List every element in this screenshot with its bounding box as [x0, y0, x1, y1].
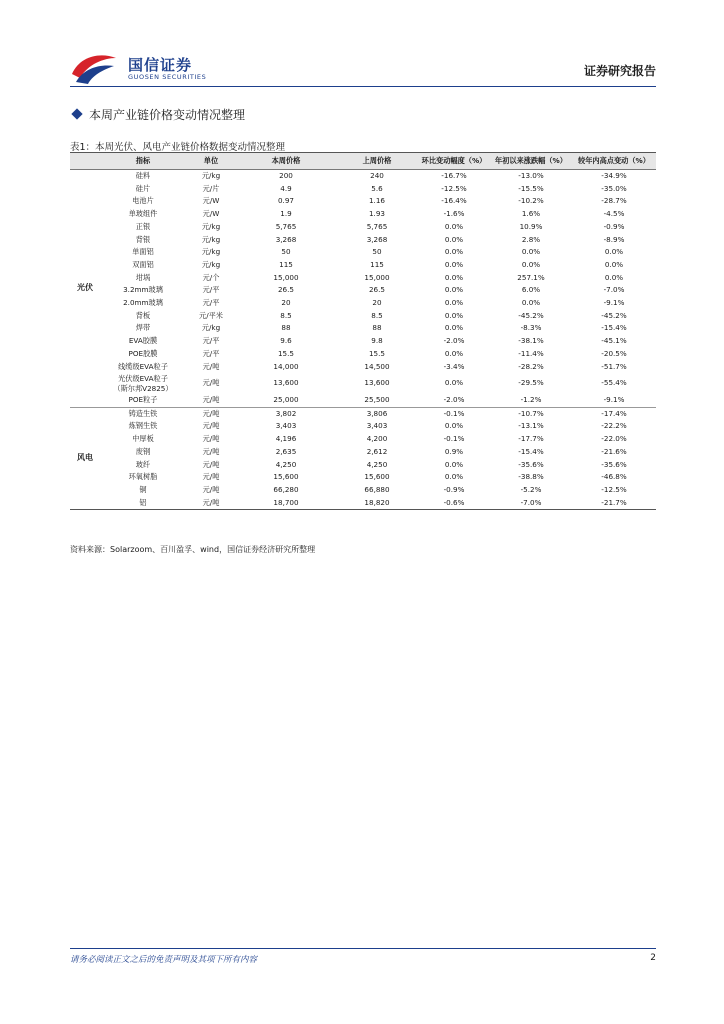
value-cell: -21.6%: [601, 446, 627, 456]
value-cell: 0.0%: [521, 259, 541, 269]
table-row: [70, 348, 656, 361]
value-cell: -15.5%: [518, 183, 544, 193]
value-cell: 3,802: [236, 407, 336, 420]
value-cell: 2,612: [366, 446, 388, 456]
value-cell: 9.6: [280, 336, 292, 346]
table-row: [70, 484, 656, 497]
company-name-cn: 国信证券: [128, 56, 193, 74]
value-cell: -15.4%: [601, 323, 627, 333]
indicator-cell: 光伏级EVA粒子 （斯尔邦V2825）: [113, 374, 173, 393]
value-cell: 0.0%: [444, 234, 464, 244]
value-cell: 1.6%: [521, 209, 541, 219]
indicator-cell: 铜: [139, 484, 147, 494]
section-title: [70, 106, 245, 123]
value-cell: -11.4%: [518, 348, 544, 358]
value-cell: 14,500: [364, 361, 390, 371]
value-cell: 元/吨: [202, 378, 220, 388]
value-cell: 元/kg: [201, 323, 221, 333]
value-cell: 元/吨: [202, 395, 220, 405]
indicator-cell: 废钢: [135, 446, 151, 456]
value-cell: 8.5: [371, 310, 383, 320]
page-number: 2: [650, 953, 656, 963]
indicator-cell: 玻纤: [135, 459, 151, 469]
indicator-cell: 线缆级EVA粒子: [118, 361, 168, 371]
value-cell: 6.0%: [521, 285, 541, 295]
value-cell: 0.0%: [444, 459, 464, 469]
value-cell: -22.2%: [601, 421, 627, 431]
value-cell: -55.4%: [601, 378, 627, 388]
value-cell: 0.0%: [444, 378, 464, 388]
indicator-cell: 焊带: [135, 323, 151, 333]
value-cell: 元/吨: [202, 421, 220, 431]
header-from-high-change: 较年内高点变动（%）: [572, 153, 656, 170]
value-cell: 元/吨: [202, 446, 220, 456]
value-cell: 26.5: [277, 285, 294, 295]
table-row: [70, 208, 656, 221]
table-row: [70, 297, 656, 310]
value-cell: -28.2%: [518, 361, 544, 371]
value-cell: -0.1%: [418, 407, 490, 420]
value-cell: 0.97: [277, 196, 294, 206]
value-cell: -21.7%: [601, 497, 627, 507]
value-cell: 2.8%: [521, 234, 541, 244]
table-row: [70, 471, 656, 484]
value-cell: -15.4%: [518, 446, 544, 456]
section-title-text: 本周产业链价格变动情况整理: [89, 108, 246, 122]
value-cell: -9.1%: [603, 395, 625, 405]
value-cell: 18,700: [273, 497, 299, 507]
value-cell: 元/kg: [201, 234, 221, 244]
value-cell: 8.5: [280, 310, 292, 320]
table-row: [70, 310, 656, 323]
indicator-cell: 硅片: [135, 183, 151, 193]
value-cell: 元/平: [202, 336, 220, 346]
indicator-cell: 背银: [135, 234, 151, 244]
value-cell: 50: [281, 247, 291, 257]
value-cell: -22.0%: [601, 434, 627, 444]
value-cell: 13,600: [364, 378, 390, 388]
value-cell: 元/吨: [202, 472, 220, 482]
value-cell: 5,765: [366, 221, 388, 231]
value-cell: 0.0%: [604, 247, 624, 257]
value-cell: 240: [370, 171, 384, 180]
indicator-cell: 单玻组件: [128, 209, 158, 219]
value-cell: 26.5: [368, 285, 385, 295]
value-cell: -45.1%: [601, 336, 627, 346]
value-cell: -5.2%: [520, 484, 542, 494]
table-row: [70, 170, 656, 183]
value-cell: 3,268: [275, 234, 297, 244]
indicator-cell: 环氧树脂: [128, 472, 158, 482]
value-cell: 5,765: [275, 221, 297, 231]
indicator-cell: 2.0mm玻璃: [123, 298, 163, 308]
price-change-table: [70, 152, 656, 510]
table-row: [70, 246, 656, 259]
value-cell: 15,600: [273, 472, 299, 482]
value-cell: -0.1%: [443, 434, 465, 444]
data-source-note: 资料来源：Solarzoom、百川盈孚、wind，国信证券经济研究所整理: [70, 545, 316, 554]
indicator-cell: 硅料: [135, 171, 151, 180]
value-cell: 元/kg: [201, 247, 221, 257]
value-cell: 10.9%: [519, 221, 543, 231]
table-row: [70, 221, 656, 234]
value-cell: -10.2%: [518, 196, 544, 206]
value-cell: 0.0%: [444, 472, 464, 482]
value-cell: -13.0%: [518, 171, 544, 180]
value-cell: 元/kg: [201, 259, 221, 269]
guosen-logo-icon: [70, 52, 118, 84]
value-cell: 元/平米: [199, 310, 223, 320]
value-cell: 115: [370, 259, 384, 269]
value-cell: 13,600: [273, 378, 299, 388]
indicator-cell: 单面铝: [132, 247, 154, 257]
value-cell: 元/平: [202, 298, 220, 308]
value-cell: 15.5: [277, 348, 294, 358]
indicator-cell: 铸造生铁: [100, 407, 186, 420]
value-cell: -2.0%: [443, 336, 465, 346]
value-cell: 3,268: [366, 234, 388, 244]
value-cell: -45.2%: [601, 310, 627, 320]
value-cell: 4,250: [366, 459, 388, 469]
value-cell: -38.1%: [518, 336, 544, 346]
value-cell: -7.0%: [520, 497, 542, 507]
value-cell: 257.1%: [517, 272, 545, 282]
value-cell: 元/平: [202, 348, 220, 358]
company-logo: [70, 52, 210, 86]
value-cell: -2.0%: [443, 395, 465, 405]
value-cell: 1.93: [368, 209, 385, 219]
value-cell: 4.9: [280, 183, 292, 193]
value-cell: -45.2%: [518, 310, 544, 320]
value-cell: -35.6%: [601, 459, 627, 469]
header-unit: 单位: [186, 153, 236, 170]
table-row: [70, 394, 656, 407]
value-cell: -29.5%: [518, 378, 544, 388]
value-cell: 0.0%: [444, 298, 464, 308]
value-cell: 4,196: [275, 434, 297, 444]
table-row: [70, 272, 656, 285]
value-cell: 3,403: [366, 421, 388, 431]
value-cell: -17.4%: [572, 407, 656, 420]
value-cell: -38.8%: [518, 472, 544, 482]
value-cell: 0.0%: [444, 310, 464, 320]
value-cell: 25,000: [273, 395, 299, 405]
table-row: [70, 322, 656, 335]
value-cell: -3.4%: [443, 361, 465, 371]
value-cell: 1.9: [280, 209, 292, 219]
value-cell: 元/片: [202, 183, 220, 193]
table-title: 表1：本周光伏、风电产业链价格数据变动情况整理: [70, 142, 286, 153]
value-cell: 15,600: [364, 472, 390, 482]
value-cell: 元/平: [202, 285, 220, 295]
table-row: [70, 195, 656, 208]
value-cell: -0.9%: [443, 484, 465, 494]
table-row: [70, 459, 656, 472]
company-name-en: GUOSEN SECURITIES: [128, 73, 207, 81]
value-cell: 0.0%: [444, 348, 464, 358]
table-row: [70, 361, 656, 374]
value-cell: -10.7%: [490, 407, 572, 420]
value-cell: 0.0%: [604, 259, 624, 269]
category-cell: 光伏: [77, 283, 93, 293]
value-cell: 0.0%: [521, 298, 541, 308]
value-cell: 5.6: [371, 183, 383, 193]
value-cell: -8.9%: [603, 234, 625, 244]
value-cell: 66,880: [364, 484, 390, 494]
footer-disclaimer: 请务必阅读正文之后的免责声明及其项下所有内容: [70, 955, 258, 965]
table-row: [70, 433, 656, 446]
indicator-cell: 铝: [139, 497, 147, 507]
indicator-cell: 双面铝: [132, 259, 154, 269]
value-cell: 0.0%: [444, 272, 464, 282]
value-cell: 元/W: [202, 209, 220, 219]
value-cell: 200: [279, 171, 293, 180]
value-cell: 15,000: [273, 272, 299, 282]
indicator-cell: POE粒子: [128, 395, 158, 405]
table-row: [70, 335, 656, 348]
category-cell: 风电: [70, 407, 100, 510]
indicator-cell: 正银: [135, 221, 151, 231]
indicator-cell: 坩埚: [135, 272, 151, 282]
value-cell: 88: [281, 323, 291, 333]
indicator-cell: 中厚板: [132, 434, 154, 444]
value-cell: -51.7%: [601, 361, 627, 371]
value-cell: 0.0%: [444, 421, 464, 431]
value-cell: -1.6%: [443, 209, 465, 219]
table-row: [70, 420, 656, 433]
table-body: [70, 170, 656, 510]
value-cell: 元/吨: [202, 361, 220, 371]
value-cell: -1.2%: [520, 395, 542, 405]
value-cell: -16.4%: [441, 196, 467, 206]
value-cell: 9.8: [371, 336, 383, 346]
header-category: [70, 153, 100, 170]
indicator-cell: 背板: [135, 310, 151, 320]
value-cell: -16.7%: [441, 171, 467, 180]
footer-divider: [70, 948, 656, 949]
table-row: [70, 373, 656, 394]
header-indicator: 指标: [100, 153, 186, 170]
header-last-week: 上周价格: [336, 153, 418, 170]
value-cell: 0.0%: [444, 247, 464, 257]
value-cell: 14,000: [273, 361, 299, 371]
value-cell: 4,200: [366, 434, 388, 444]
value-cell: 25,500: [364, 395, 390, 405]
indicator-cell: POE胶膜: [128, 348, 158, 358]
value-cell: 元/吨: [202, 459, 220, 469]
value-cell: -20.5%: [601, 348, 627, 358]
value-cell: 15.5: [368, 348, 385, 358]
value-cell: 元/吨: [202, 484, 220, 494]
value-cell: 0.0%: [444, 323, 464, 333]
value-cell: 88: [372, 323, 382, 333]
value-cell: 2,635: [275, 446, 297, 456]
value-cell: 元/kg: [201, 171, 221, 180]
value-cell: 20: [372, 298, 382, 308]
value-cell: 元/吨: [202, 434, 220, 444]
value-cell: 元/吨: [202, 497, 220, 507]
value-cell: 元/个: [202, 272, 220, 282]
value-cell: -0.9%: [603, 221, 625, 231]
indicator-cell: 电池片: [132, 196, 154, 206]
value-cell: 0.0%: [444, 221, 464, 231]
header-wow-change: 环比变动幅度（%）: [418, 153, 490, 170]
value-cell: -7.0%: [603, 285, 625, 295]
value-cell: 1.16: [368, 196, 385, 206]
table-header-row: [70, 153, 656, 170]
value-cell: 4,250: [275, 459, 297, 469]
value-cell: 0.0%: [521, 247, 541, 257]
value-cell: -28.7%: [601, 196, 627, 206]
value-cell: 0.0%: [444, 285, 464, 295]
value-cell: 115: [279, 259, 293, 269]
value-cell: 3,403: [275, 421, 297, 431]
value-cell: -12.5%: [601, 484, 627, 494]
value-cell: 20: [281, 298, 291, 308]
table-row: [70, 284, 656, 297]
table-row: [70, 446, 656, 459]
header-divider: [70, 86, 656, 87]
value-cell: -9.1%: [603, 298, 625, 308]
page-header: [70, 50, 656, 86]
indicator-cell: 炼钢生铁: [128, 421, 158, 431]
price-table-container: [70, 152, 656, 510]
header-ytd-change: 年初以来涨跌幅（%）: [490, 153, 572, 170]
value-cell: -0.6%: [443, 497, 465, 507]
indicator-cell: EVA胶膜: [128, 336, 158, 346]
table-row: [70, 234, 656, 247]
value-cell: 元/W: [202, 196, 220, 206]
value-cell: 66,280: [273, 484, 299, 494]
value-cell: -46.8%: [601, 472, 627, 482]
value-cell: 0.0%: [444, 259, 464, 269]
value-cell: -17.7%: [518, 434, 544, 444]
value-cell: 元/吨: [186, 407, 236, 420]
diamond-bullet-icon: [71, 108, 82, 119]
value-cell: 0.0%: [604, 272, 624, 282]
value-cell: 元/kg: [201, 221, 221, 231]
value-cell: -4.5%: [603, 209, 625, 219]
table-row: [70, 497, 656, 510]
value-cell: -35.0%: [601, 183, 627, 193]
table-row: [70, 407, 656, 420]
header-this-week: 本周价格: [236, 153, 336, 170]
table-row: [70, 183, 656, 196]
value-cell: 50: [372, 247, 382, 257]
value-cell: 3,806: [336, 407, 418, 420]
report-type-label: 证券研究报告: [583, 64, 656, 78]
indicator-cell: 3.2mm玻璃: [123, 285, 163, 295]
value-cell: 0.9%: [444, 446, 464, 456]
value-cell: -8.3%: [520, 323, 542, 333]
value-cell: -12.5%: [441, 183, 467, 193]
value-cell: -35.6%: [518, 459, 544, 469]
table-row: [70, 259, 656, 272]
value-cell: -13.1%: [518, 421, 544, 431]
value-cell: 15,000: [364, 272, 390, 282]
value-cell: 18,820: [364, 497, 390, 507]
value-cell: -34.9%: [601, 171, 627, 180]
